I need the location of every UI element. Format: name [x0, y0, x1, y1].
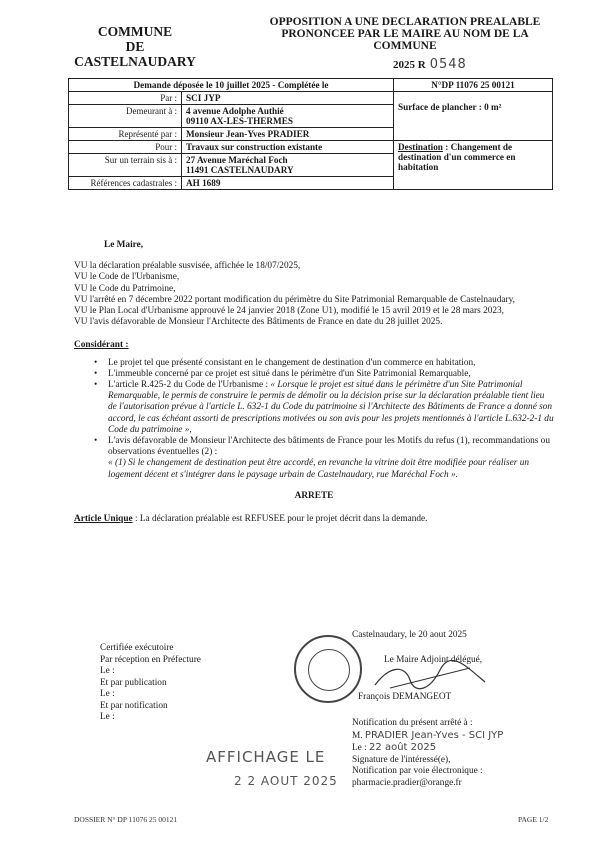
considerant-bullet: • L'avis défavorable de Monsieur l'Architecte des bâtiments de France pour les Motifs du refus (1), recommandations ou observations éventuelles (2) : [74, 436, 554, 458]
row-label: Sur un terrain sis à : [69, 154, 182, 177]
title-line-1: OPPOSITION A UNE DECLARATION PREALABLE [269, 16, 541, 28]
signatory-name: François DEMANGEOT [358, 692, 452, 702]
certification-block [100, 643, 201, 724]
considerant-bullet: • L'immeuble concerné par ce projet est situé dans le périmètre d'un Site Patrimonial Remarquable, [74, 369, 554, 380]
notif-le-label: Le : [352, 743, 367, 753]
considerant-bullet: • Le projet tel que présenté consistant en le changement de destination d'un commerce en habitation, [74, 358, 554, 369]
destination-value: : Changement de destination d'un commerce en habitation [398, 142, 516, 172]
notif-line: Notification par voie électronique : [352, 766, 483, 776]
destination-label: Destination [398, 142, 443, 152]
notif-le-handwritten: 22 août 2025 [369, 742, 437, 753]
commune-line-3: CASTELNAUDARY [74, 54, 196, 69]
ref-handwritten: 0548 [429, 57, 467, 72]
article-unique [74, 514, 554, 525]
cert-line: Par réception en Préfecture [100, 654, 201, 665]
le-maire: Le Maire, [104, 240, 144, 250]
notification-block [352, 718, 503, 789]
decision-body [74, 240, 554, 525]
row-value: Monsieur Jean-Yves PRADIER [182, 128, 394, 141]
vu-item: VU l'arrêté en 7 décembre 2022 portant modification du périmètre du Site Patrimonial Remarquable de Castelnaudary, [74, 294, 515, 305]
cert-line: Le : [100, 666, 115, 676]
place-date: Castelnaudary, le 20 aout 2025 [352, 630, 467, 640]
document-title [255, 16, 555, 52]
title-line-2: PRONONCEE PAR LE MAIRE AU NOM DE LA COMMUNE [281, 28, 529, 52]
abf-quote: « (1) Si le changement de destination peut être accordé, en revanche la vitrine doit être modifiée pour réaliser un logement décent et s'intégrer dans le paysage urbain de Castelnaudary, rue Maréchal Foch ». [108, 458, 530, 480]
cert-line: Et par publication [100, 677, 167, 688]
reference-number [393, 57, 467, 72]
vu-item: VU le Code du Patrimoine, [74, 283, 176, 294]
stamp-line-2: 2 2 AOUT 2025 [234, 774, 338, 788]
surface-text: Surface de plancher : 0 m² [398, 102, 502, 112]
arrete-heading: ARRETE [294, 490, 334, 501]
notif-m [352, 730, 503, 743]
considerant-bullet [74, 380, 554, 436]
notif-le [352, 742, 503, 755]
row-value: Travaux sur construction existante [182, 141, 394, 154]
demande-cell: Demande déposée le 10 juillet 2025 - Complétée le [69, 79, 394, 92]
ref-prefix: 2025 R [393, 59, 426, 71]
cert-line: Certifiée exécutoire [100, 643, 174, 653]
notif-line: Signature de l'intéressé(e), [352, 754, 451, 765]
commune-line-2: DE [125, 39, 145, 54]
vu-item: VU le Plan Local d'Urbanisme approuvé le 24 janvier 2018 (Zone U1), modifié le 15 avril 2019 et le 28 mars 2023, [74, 306, 504, 317]
row-value: 4 avenue Adolphe Authié 09110 AX-LES-THERMES [182, 105, 394, 128]
considerant-title: Considérant : [74, 340, 129, 351]
commune-line-1: COMMUNE [97, 24, 173, 39]
row-label: Références cadastrales : [69, 177, 182, 190]
cert-line: Et par notification [100, 700, 168, 711]
application-table [68, 78, 553, 190]
notif-line: Notification du présent arrêté à : [352, 718, 473, 728]
dp-number-cell: N°DP 11076 25 00121 [394, 79, 553, 92]
notif-m-handwritten: PRADIER Jean-Yves - SCI JYP [364, 729, 504, 741]
stamp-line-1: AFFICHAGE LE [206, 748, 326, 766]
row-label: Représenté par : [69, 128, 182, 141]
vu-item: VU la déclaration préalable susvisée, affichée le 18/07/2025, [74, 261, 301, 272]
affichage-stamp [206, 748, 338, 788]
destination-cell [394, 141, 553, 190]
footer-page: PAGE 1/2 [518, 815, 549, 824]
municipal-seal [294, 635, 362, 703]
vu-item: VU le Code de l'Urbanisme, [74, 272, 180, 283]
maire-adjoint: Le Maire Adjoint délégué, [384, 655, 483, 665]
row-label: Demeurant à : [69, 105, 182, 128]
row-value: SCI JYP [182, 92, 394, 105]
cert-line: Le : [100, 689, 115, 699]
vu-item: VU l'avis défavorable de Monsieur l'Architecte des Bâtiments de France en date du 28 juillet 2025. [74, 317, 443, 328]
handwritten-signature [370, 660, 490, 692]
row-value: 27 Avenue Maréchal Foch 11491 CASTELNAUDARY [182, 154, 394, 177]
row-label: Pour : [69, 141, 182, 154]
notif-line: pharmacie.pradier@orange.fr [352, 777, 462, 788]
cert-line: Le : [100, 712, 115, 722]
commune-header [70, 24, 200, 69]
footer-dossier: DOSSIER N° DP 11076 25 00121 [74, 815, 178, 824]
article-label: Article Unique [74, 514, 133, 525]
bullet3-start: L'article R.425-2 du Code de l'Urbanisme : [108, 380, 271, 391]
article-text: : La déclaration préalable est REFUSEE pour le projet décrit dans la demande. [132, 514, 428, 525]
row-value: AH 1689 [182, 177, 394, 190]
notif-m-label: M. [352, 730, 363, 741]
bullet3-quote: « Lorsque le projet est situé dans le périmètre d'un Site Patrimonial Remarquable, le permis de construire le permis de démolir ou la décision prise sur la déclaration préalable tient lieu de l'autorisation prévue à l'article L. 632-1 du Code du patrimoine si l'Architecte des Bâtiments de France a donné son accord, le cas échéant assorti de prescriptions motivées ou son avis pour les projets mentionnés à l'article L.632-2-1 du Code du patrimoine », [108, 380, 554, 435]
row-label: Par : [69, 92, 182, 105]
